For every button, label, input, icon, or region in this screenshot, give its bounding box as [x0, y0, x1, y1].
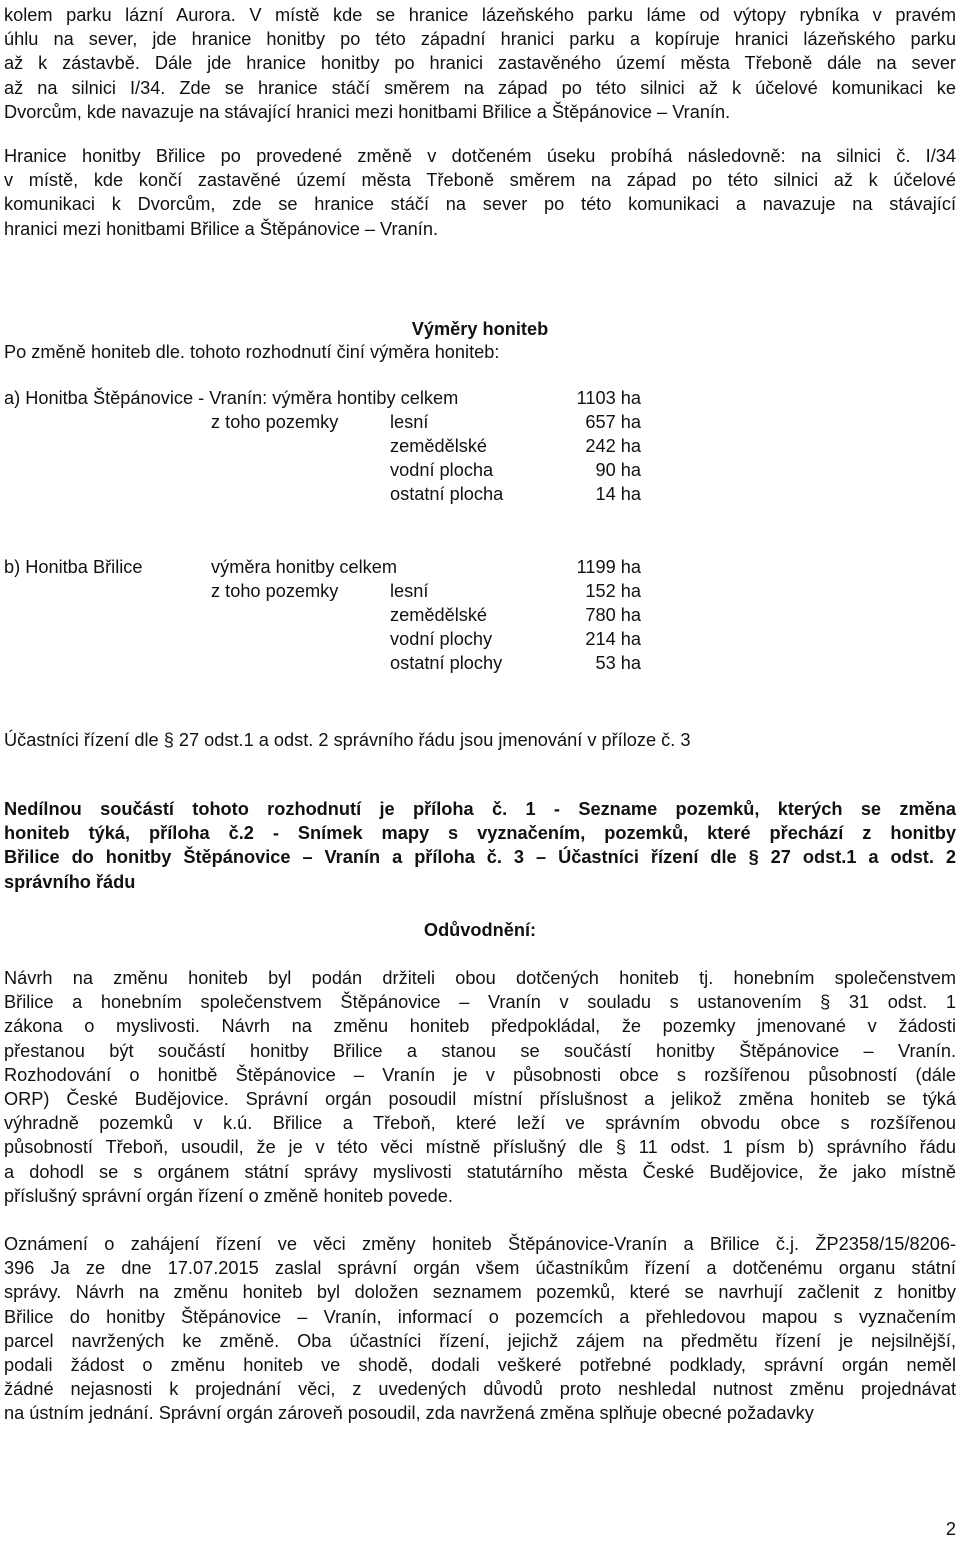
text-line: žádné nejasnosti k projednání věci, z uvedených důvodů proto neshledal nutnost změnu projednávat	[4, 1379, 956, 1400]
land-type: lesní	[390, 412, 429, 432]
table-row	[4, 627, 704, 651]
heading-vymery-honiteb: Výměry honiteb	[411, 319, 549, 339]
text-line: podali žádost o změnu honiteb ve shodě, dodali veškeré potřebné podklady, správní orgán neměl	[4, 1355, 956, 1376]
text-line: až k zástavbě. Dále jde hranice honitby po hranici zastavěného území města Třeboně dále na sever	[4, 53, 956, 74]
table-row	[4, 603, 704, 627]
page-number: 2	[945, 1519, 956, 1539]
text-line: Dvorcům, kde navazuje na stávající hranici mezi honitbami Břilice a Štěpánovice – Vranín.	[4, 101, 731, 122]
sub-label: z toho pozemky	[211, 412, 339, 432]
land-type: ostatní plochy	[390, 653, 503, 673]
table-row	[4, 482, 704, 506]
text-line: zákona o myslivosti. Návrh na změnu honiteb předpokládal, že pozemky jmenované v žádosti	[4, 1016, 956, 1037]
intro-line: Po změně honiteb dle. tohoto rozhodnutí činí výměra honiteb:	[4, 342, 500, 362]
table-row	[4, 651, 704, 675]
land-area: 53 ha	[595, 653, 641, 673]
table-row	[4, 386, 704, 410]
text-line: správního řádu	[4, 871, 136, 892]
table-row	[4, 410, 704, 434]
text-line: ORP) České Budějovice. Správní orgán posoudil místní příslušnost a jelikož změna honiteb se týká	[4, 1089, 956, 1110]
honitba-a-total: 1103 ha	[576, 388, 641, 408]
land-area: 14 ha	[595, 484, 641, 504]
land-type: vodní plochy	[390, 629, 493, 649]
land-area: 90 ha	[595, 460, 641, 480]
text-line: Hranice honitby Břilice po provedené změně v dotčeném úseku probíhá následovně: na silnici č. I/34	[4, 146, 956, 166]
text-line: působností Třeboň, usoudil, že je v této věci místně příslušný dle § 11 odst. 1 písm b) správního řádu	[4, 1137, 956, 1158]
text-line: kolem parku lázní Aurora. V místě kde se hranice lázeňského parku láme od výtopy rybníka v pravém	[4, 5, 956, 25]
text-line: honiteb týká, příloha č.2 - Snímek mapy s vyznačením, pozemků, které přechází z honitby	[4, 823, 956, 844]
participants-line: Účastníci řízení dle § 27 odst.1 a odst. 2 správního řádu jsou jmenování v příloze č. 3	[4, 730, 691, 750]
land-type: lesní	[390, 581, 429, 601]
honitba-b-total: 1199 ha	[576, 557, 641, 577]
text-line: Oznámení o zahájení řízení ve věci změny honiteb Štěpánovice-Vranín a Břilice č.j. ŽP2358/15/8206-	[4, 1234, 956, 1254]
land-type: ostatní plocha	[390, 484, 504, 504]
land-area: 657 ha	[585, 412, 641, 432]
honitba-a-total-label: výměra hontiby celkem	[272, 388, 459, 408]
land-area: 152 ha	[585, 581, 641, 601]
text-line: Břilice do honitby Štěpánovice – Vranín, informací o pozemcích a přehledovou mapou s vyznačením	[4, 1306, 956, 1327]
text-line: parcel navržených ke změně. Oba účastníci řízení, jejichž zájem na předmětu řízení je nejsilnější,	[4, 1330, 956, 1351]
paragraph-attachments	[4, 797, 956, 894]
honitba-a-label: a) Honitba Štěpánovice - Vranín: výměra hontiby celkem	[4, 388, 459, 408]
text-line: Nedílnou součástí tohoto rozhodnutí je příloha č. 1 - Seznamе pozemků, kterých se změna	[4, 799, 956, 819]
heading-oduvodneni: Odůvodnění:	[423, 920, 537, 940]
text-line: výhradně pozemků v k.ú. Břilice a Třeboň, které leží ve správním obvodu obce s rozšířenou	[4, 1113, 956, 1134]
land-type: zemědělské	[390, 605, 488, 625]
land-area: 214 ha	[585, 629, 641, 649]
text-line: a dohodl se s orgánem státní správy myslivosti statutárního města České Budějovice, že jako místně	[4, 1161, 956, 1182]
text-line: Břilice a honebním společenstvem Štěpánovice – Vranín v souladu s ustanovením § 31 odst. 1	[4, 992, 956, 1013]
text-line: Návrh na změnu honiteb byl podán držiteli obou dotčených honiteb tj. honebním společenstvem	[4, 968, 956, 988]
paragraph-justification-1	[4, 966, 956, 1208]
table-row	[4, 458, 704, 482]
text-line: přestanou být součástí honitby Břilice a stanou se součástí honitby Štěpánovice – Vranín.	[4, 1040, 956, 1061]
text-line: hranici mezi honitbami Břilice a Štěpánovice – Vranín.	[4, 218, 439, 239]
paragraph-justification-2	[4, 1232, 956, 1426]
text-line: 396 Ja ze dne 17.07.2015 zaslal správní orgán všem účastníkům řízení a dotčenému organu státní	[4, 1258, 956, 1279]
land-type: zemědělské	[390, 436, 488, 456]
text-line: úhlu na sever, jde hranice honitby po této západní hranici parku a kopíruje hranici lázeňského parku	[4, 29, 956, 50]
text-line: na ústním jednání. Správní orgán zároveň posoudil, zda navržená změna splňuje obecné požadavky	[4, 1403, 814, 1424]
table-row	[4, 434, 704, 458]
honitba-b-label: b) Honitba Břilice	[4, 557, 143, 577]
text-line: správy. Návrh na změnu honiteb byl doložen seznamem pozemků, které se navrhují začlenit z honitby	[4, 1282, 956, 1303]
land-area: 780 ha	[585, 605, 641, 625]
text-line: v místě, kde končí zastavěné území města Třeboně směrem na západ po této silnici až k účelové	[4, 170, 956, 191]
land-area: 242 ha	[585, 436, 641, 456]
table-row	[4, 555, 704, 579]
honitba-b-total-label: výměra honitby celkem	[211, 557, 397, 577]
text-line: příslušný správní orgán řízení o změně honiteb povede.	[4, 1185, 453, 1206]
table-row	[4, 579, 704, 603]
text-line: Rozhodování o honitbě Štěpánovice – Vranín je v působnosti obce s rozšířenou působností (dále	[4, 1064, 956, 1085]
text-line: až na silnici I/34. Zde se hranice stáčí směrem na západ po této silnici až k účelové komunikaci ke	[4, 77, 956, 98]
land-type: vodní plocha	[390, 460, 494, 480]
paragraph-brilice-boundary	[4, 144, 956, 241]
text-line: komunikaci k Dvorcům, zde se hranice stáčí na sever po této komunikaci a navazuje na stávající	[4, 194, 956, 215]
paragraph-boundary-description	[4, 3, 956, 124]
text-line: Břilice do honitby Štěpánovice – Vranín a příloha č. 3 – Účastníci řízení dle § 27 odst.1 a odst. 2	[4, 847, 956, 868]
sub-label: z toho pozemky	[211, 581, 339, 601]
